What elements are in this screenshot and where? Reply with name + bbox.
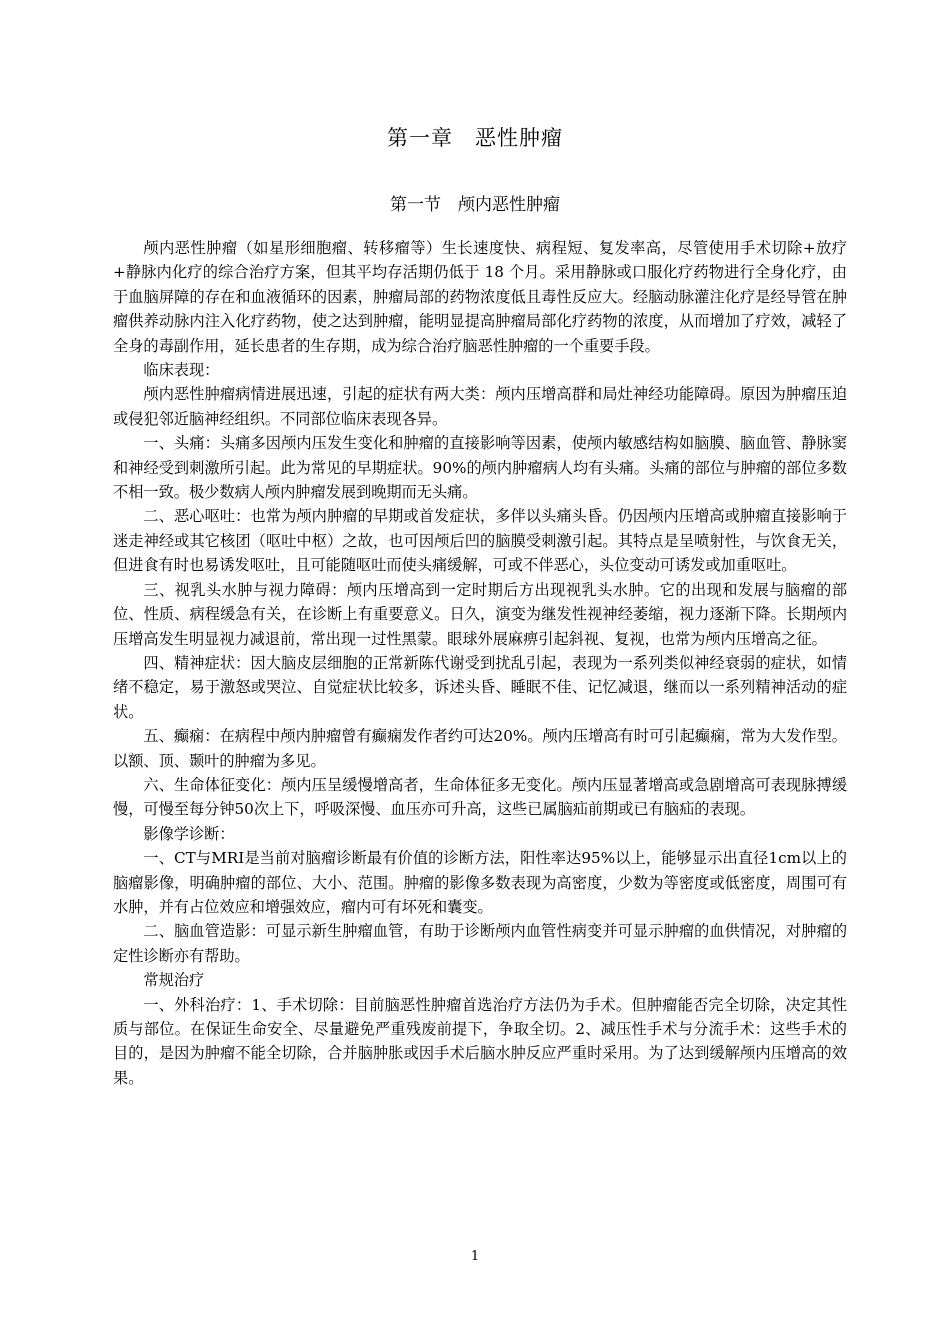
- epilepsy-paragraph: 五、癫痫：在病程中颅内肿瘤曾有癫痫发作者约可达20%。颅内压增高有时可引起癫痫，常为大发作型。以额、顶、颞叶的肿瘤为多见。: [113, 727, 847, 770]
- clinical-overview-paragraph: 颅内恶性肿瘤病情进展迅速，引起的症状有两大类：颅内压增高群和局灶神经功能障碍。原因为肿瘤压迫或侵犯邻近脑神经组织。不同部位临床表现各异。: [113, 385, 847, 428]
- treatment-heading: 常规治疗: [143, 971, 205, 990]
- vision-paragraph: 三、视乳头水肿与视力障碍：颅内压增高到一定时期后方出现视乳头水肿。它的出现和发展与脑瘤的部位、性质、病程缓急有关，在诊断上有重要意义。日久，演变为继发性视神经萎缩，视力逐渐下降。长期颅内压增高发生明显视力减退前，常出现一过性黑蒙。眼球外展麻痹引起斜视、复视，也常为颅内压增高之征。: [113, 580, 847, 648]
- mental-symptoms-paragraph: 四、精神症状：因大脑皮层细胞的正常新陈代谢受到扰乱引起，表现为一系列类似神经衰弱的症状，如情绪不稳定，易于激怒或哭泣、自觉症状比较多，诉述头昏、睡眠不佳、记忆减退，继而以一系列精神活动的症状。: [113, 653, 847, 721]
- headache-paragraph: 一、头痛：头痛多因颅内压发生变化和肿瘤的直接影响等因素，使颅内敏感结构如脑膜、脑血管、静脉窦和神经受到刺激所引起。此为常见的早期症状。90%的颅内肿瘤病人均有头痛。头痛的部位与肿瘤的部位多数不相一致。极少数病人颅内肿瘤发展到晚期而无头痛。: [113, 434, 847, 502]
- ct-mri-paragraph: 一、CT与MRI是当前对脑瘤诊断最有价值的诊断方法，阳性率达95%以上，能够显示出直径1cm以上的脑瘤影像，明确肿瘤的部位、大小、范围。肿瘤的影像多数表现为高密度，少数为等密度或低密度，周围可有水肿，并有占位效应和增强效应，瘤内可有坏死和囊变。: [113, 849, 847, 916]
- surgery-paragraph: 一、外科治疗：1、手术切除：目前脑恶性肿瘤首选治疗方法仍为手术。但肿瘤能否完全切除，决定其性质与部位。在保证生命安全、尽量避免严重残废前提下，争取全切。2、减压性手术与分流手术：这些手术的目的，是因为肿瘤不能全切除，合并脑肿胀或因手术后脑水肿反应严重时采用。为了达到缓解颅内压增高的效果。: [113, 995, 847, 1087]
- vomiting-paragraph: 二、恶心呕吐：也常为颅内肿瘤的早期或首发症状，多伴以头痛头昏。仍因颅内压增高或肿瘤直接影响于迷走神经或其它核团（呕吐中枢）之故，也可因颅后凹的脑膜受刺激引起。其特点是呈喷射性，与饮食无关，但进食有时也易诱发呕吐，且可能随呕吐而使头痛缓解，可或不伴恶心，头位变动可诱发或加重呕吐。: [113, 507, 847, 575]
- section-title: 第一节 颅内恶性肿瘤: [390, 195, 560, 215]
- page-number: 1: [470, 1249, 480, 1264]
- body-text: [113, 236, 847, 1090]
- intro-paragraph: 颅内恶性肿瘤（如星形细胞瘤、转移瘤等）生长速度快、病程短、复发率高，尽管使用手术切除+放疗+静脉内化疗的综合治疗方案，但其平均存活期仍低于 18 个月。采用静脉或口服化疗药物进行全身化疗，由于血脑屏障的存在和血液循环的因素，肿瘤局部的药物浓度低且毒性反应大。经脑动脉灌注化疗是经导管在肿瘤供养动脉内注入化疗药物，使之达到肿瘤，能明显提高肿瘤局部化疗药物的浓度，从而增加了疗效，减轻了全身的毒副作用，延长患者的生存期，成为综合治疗脑恶性肿瘤的一个重要手段。: [113, 239, 847, 355]
- imaging-heading: 影像学诊断：: [143, 824, 235, 843]
- vital-signs-paragraph: 六、生命体征变化：颅内压呈缓慢增高者，生命体征多无变化。颅内压显著增高或急剧增高可表现脉搏缓慢，可慢至每分钟50次上下，呼吸深慢、血压亦可升高，这些已属脑疝前期或已有脑疝的表现。: [113, 775, 847, 819]
- angiography-paragraph: 二、脑血管造影：可显示新生肿瘤血管，有助于诊断颅内血管性病变并可显示肿瘤的血供情况，对肿瘤的定性诊断亦有帮助。: [113, 922, 847, 965]
- clinical-heading: 临床表现：: [143, 361, 220, 380]
- chapter-title: 第一章 恶性肿瘤: [387, 126, 563, 150]
